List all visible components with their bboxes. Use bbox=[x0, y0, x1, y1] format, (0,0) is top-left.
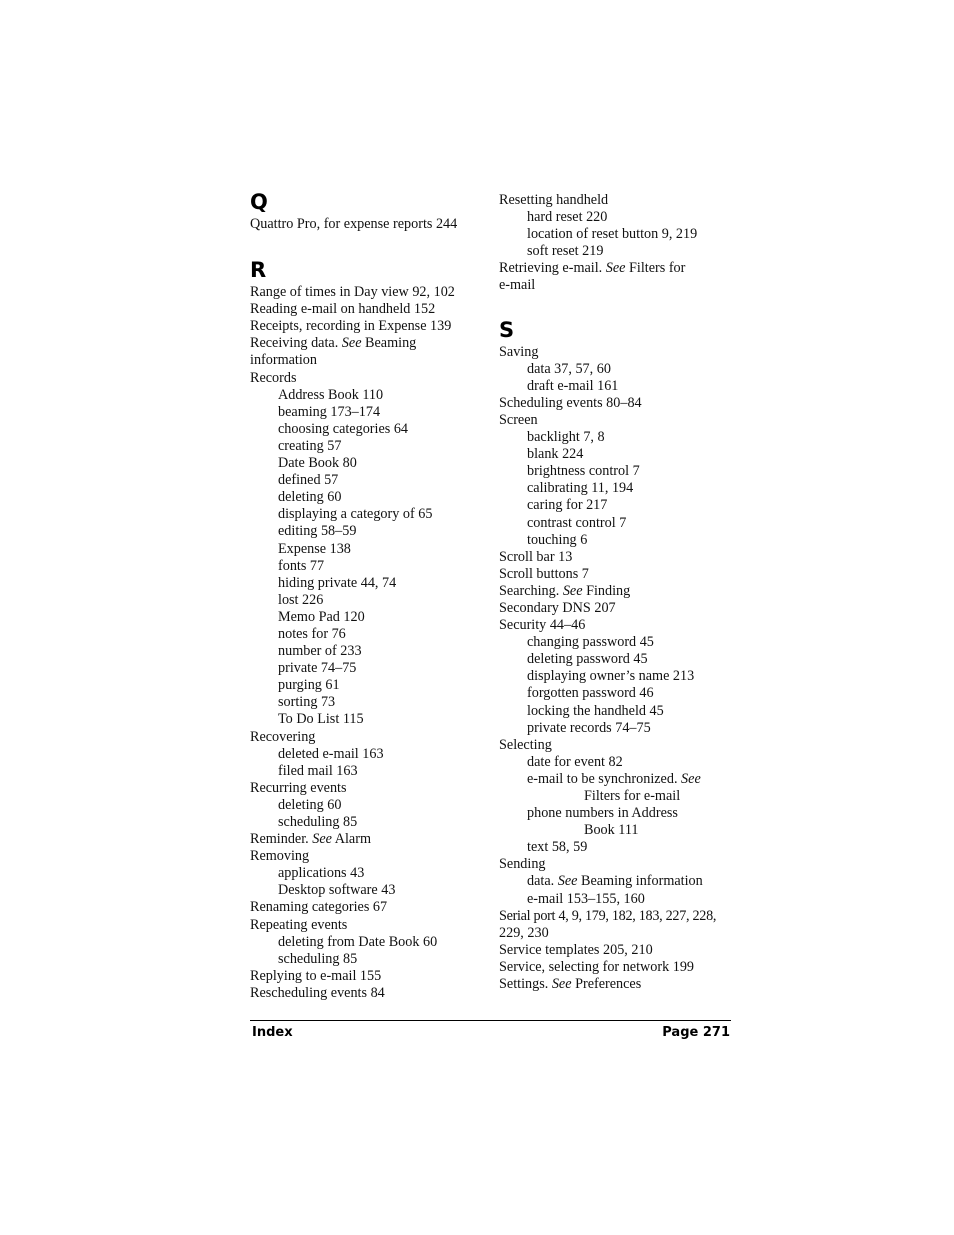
index-entry-saving: Saving bbox=[499, 343, 539, 360]
index-entry-searching bbox=[499, 583, 739, 600]
see-reference: See bbox=[562, 582, 583, 599]
entry-text: e-mail to be synchronized. bbox=[527, 770, 682, 787]
index-subentry: backlight 7, 8 bbox=[527, 429, 605, 446]
index-subentry: displaying owner’s name 213 bbox=[527, 668, 695, 685]
section-letter-q: Q bbox=[250, 190, 268, 214]
index-entry-settings bbox=[499, 976, 739, 993]
index-subentry: Memo Pad 120 bbox=[278, 608, 365, 625]
index-entry-recovering: Recovering bbox=[250, 728, 316, 745]
index-entry-sending: Sending bbox=[499, 856, 546, 873]
index-entry-security: Security 44–46 bbox=[499, 617, 586, 634]
index-subentry: Date Book 80 bbox=[278, 455, 357, 472]
index-subentry-continuation: Filters for e-mail bbox=[584, 788, 681, 804]
index-subentry: e-mail 153–155, 160 bbox=[527, 890, 645, 907]
footer-rule bbox=[250, 1020, 731, 1021]
see-reference: See bbox=[312, 831, 332, 848]
index-subentry: calibrating 11, 194 bbox=[527, 480, 634, 497]
index-entry-recurring: Recurring events bbox=[250, 779, 347, 796]
index-subentry: deleting 60 bbox=[278, 796, 342, 813]
index-entry: Quattro Pro, for expense reports 244 bbox=[250, 216, 458, 232]
index-subentry: deleted e-mail 163 bbox=[278, 745, 384, 762]
footer-section-label: Index bbox=[252, 1025, 293, 1040]
index-entry: Replying to e-mail 155 bbox=[250, 967, 382, 984]
index-subentry: brightness control 7 bbox=[527, 463, 640, 480]
index-subentry: touching 6 bbox=[527, 531, 588, 548]
index-entry-repeating: Repeating events bbox=[250, 916, 348, 933]
index-entry: Reading e-mail on handheld 152 bbox=[250, 301, 436, 318]
index-entry-retrieving bbox=[499, 260, 739, 277]
index-subentry: deleting from Date Book 60 bbox=[278, 933, 438, 950]
index-subentry: creating 57 bbox=[278, 437, 342, 454]
index-entry-serial-port: Serial port 4, 9, 179, 182, 183, 227, 228, bbox=[499, 907, 717, 924]
index-subentry: fonts 77 bbox=[278, 557, 325, 574]
index-subentry: changing password 45 bbox=[527, 634, 654, 651]
index-entry: Scroll buttons 7 bbox=[499, 565, 589, 582]
entry-text: Finding bbox=[582, 582, 631, 599]
index-subentry: blank 224 bbox=[527, 446, 584, 463]
index-subentry-continuation: Book 111 bbox=[584, 822, 639, 839]
section-letter-r: R bbox=[250, 258, 267, 283]
index-subentry: private records 74–75 bbox=[527, 719, 651, 736]
index-subentry: lost 226 bbox=[278, 591, 324, 608]
index-entry-continuation: information bbox=[250, 352, 317, 369]
index-entry: Scheduling events 80–84 bbox=[499, 394, 642, 411]
index-subentry: sorting 73 bbox=[278, 694, 336, 711]
index-subentry: applications 43 bbox=[278, 865, 365, 882]
entry-text: Preferences bbox=[571, 976, 642, 993]
index-subentry: location of reset button 9, 219 bbox=[527, 226, 698, 243]
index-subentry: scheduling 85 bbox=[278, 950, 358, 967]
index-subentry: beaming 173–174 bbox=[278, 403, 381, 420]
index-subentry: Desktop software 43 bbox=[278, 882, 396, 899]
index-entry-records: Records bbox=[250, 369, 297, 386]
index-subentry: To Do List 115 bbox=[278, 711, 364, 728]
index-column-right bbox=[499, 188, 739, 993]
index-subentry: choosing categories 64 bbox=[278, 420, 409, 437]
index-entry-continuation: e-mail bbox=[499, 277, 536, 294]
index-subentry: forgotten password 46 bbox=[527, 685, 654, 702]
index-subentry: filed mail 163 bbox=[278, 762, 358, 779]
index-entry-removing: Removing bbox=[250, 848, 310, 865]
index-entry-continuation: 229, 230 bbox=[499, 924, 549, 941]
index-entry-resetting: Resetting handheld bbox=[499, 192, 609, 208]
entry-text: Receiving data. bbox=[250, 335, 342, 352]
index-entry: Service templates 205, 210 bbox=[499, 941, 653, 958]
entry-text: Filters for bbox=[625, 260, 686, 277]
section-letter-s: S bbox=[499, 317, 515, 342]
see-reference: See bbox=[681, 770, 701, 787]
index-subentry: purging 61 bbox=[278, 677, 340, 694]
see-reference: See bbox=[551, 976, 572, 993]
index-entry: Secondary DNS 207 bbox=[499, 599, 616, 616]
entry-text: Reminder. bbox=[250, 831, 313, 848]
section-gap bbox=[499, 295, 739, 316]
index-subentry: text 58, 59 bbox=[527, 839, 588, 856]
index-subentry: soft reset 219 bbox=[527, 243, 604, 260]
index-subentry bbox=[499, 771, 739, 788]
index-subentry: date for event 82 bbox=[527, 753, 623, 770]
index-subentry: hard reset 220 bbox=[527, 209, 608, 226]
footer-page-number: Page 271 bbox=[662, 1025, 730, 1040]
index-subentry: editing 58–59 bbox=[278, 523, 357, 540]
index-subentry: scheduling 85 bbox=[278, 814, 358, 830]
index-subentry: data 37, 57, 60 bbox=[527, 360, 611, 377]
index-subentry: number of 233 bbox=[278, 643, 362, 660]
index-entry: Range of times in Day view 92, 102 bbox=[250, 284, 455, 301]
index-column-left bbox=[250, 188, 490, 1002]
index-entry: Receipts, recording in Expense 139 bbox=[250, 318, 452, 335]
entry-text: Beaming bbox=[361, 335, 417, 352]
index-subentry: caring for 217 bbox=[527, 497, 608, 514]
entry-text: Beaming information bbox=[577, 873, 703, 890]
index-entry-reminder bbox=[250, 831, 490, 848]
index-subentry: notes for 76 bbox=[278, 625, 346, 642]
index-subentry bbox=[499, 873, 739, 890]
see-reference: See bbox=[557, 873, 578, 890]
section-gap bbox=[250, 233, 490, 256]
see-reference: See bbox=[341, 335, 362, 352]
index-subentry: defined 57 bbox=[278, 472, 339, 489]
index-subentry: locking the handheld 45 bbox=[527, 702, 664, 719]
index-entry: Rescheduling events 84 bbox=[250, 984, 385, 1001]
index-subentry: contrast control 7 bbox=[527, 514, 627, 531]
entry-text: Settings. bbox=[499, 976, 552, 993]
index-subentry: private 74–75 bbox=[278, 660, 357, 677]
index-subentry: deleting password 45 bbox=[527, 651, 648, 668]
entry-text: Retrieving e-mail. bbox=[499, 260, 606, 277]
index-subentry: Expense 138 bbox=[278, 540, 351, 557]
index-entry-receiving bbox=[250, 335, 490, 352]
index-entry: Renaming categories 67 bbox=[250, 899, 388, 916]
index-subentry: Address Book 110 bbox=[278, 386, 384, 403]
index-entry-selecting: Selecting bbox=[499, 736, 552, 753]
entry-text: data. bbox=[527, 873, 558, 890]
index-subentry: phone numbers in Address bbox=[527, 805, 678, 822]
index-entry: Scroll bar 13 bbox=[499, 548, 573, 565]
entry-text: Alarm bbox=[331, 831, 371, 848]
see-reference: See bbox=[605, 260, 626, 277]
index-entry-screen: Screen bbox=[499, 411, 538, 428]
index-subentry: deleting 60 bbox=[278, 489, 342, 506]
index-subentry: hiding private 44, 74 bbox=[278, 574, 397, 591]
index-entry: Service, selecting for network 199 bbox=[499, 958, 695, 975]
index-subentry: draft e-mail 161 bbox=[527, 377, 619, 394]
entry-text: Searching. bbox=[499, 582, 563, 599]
index-subentry: displaying a category of 65 bbox=[278, 506, 433, 523]
